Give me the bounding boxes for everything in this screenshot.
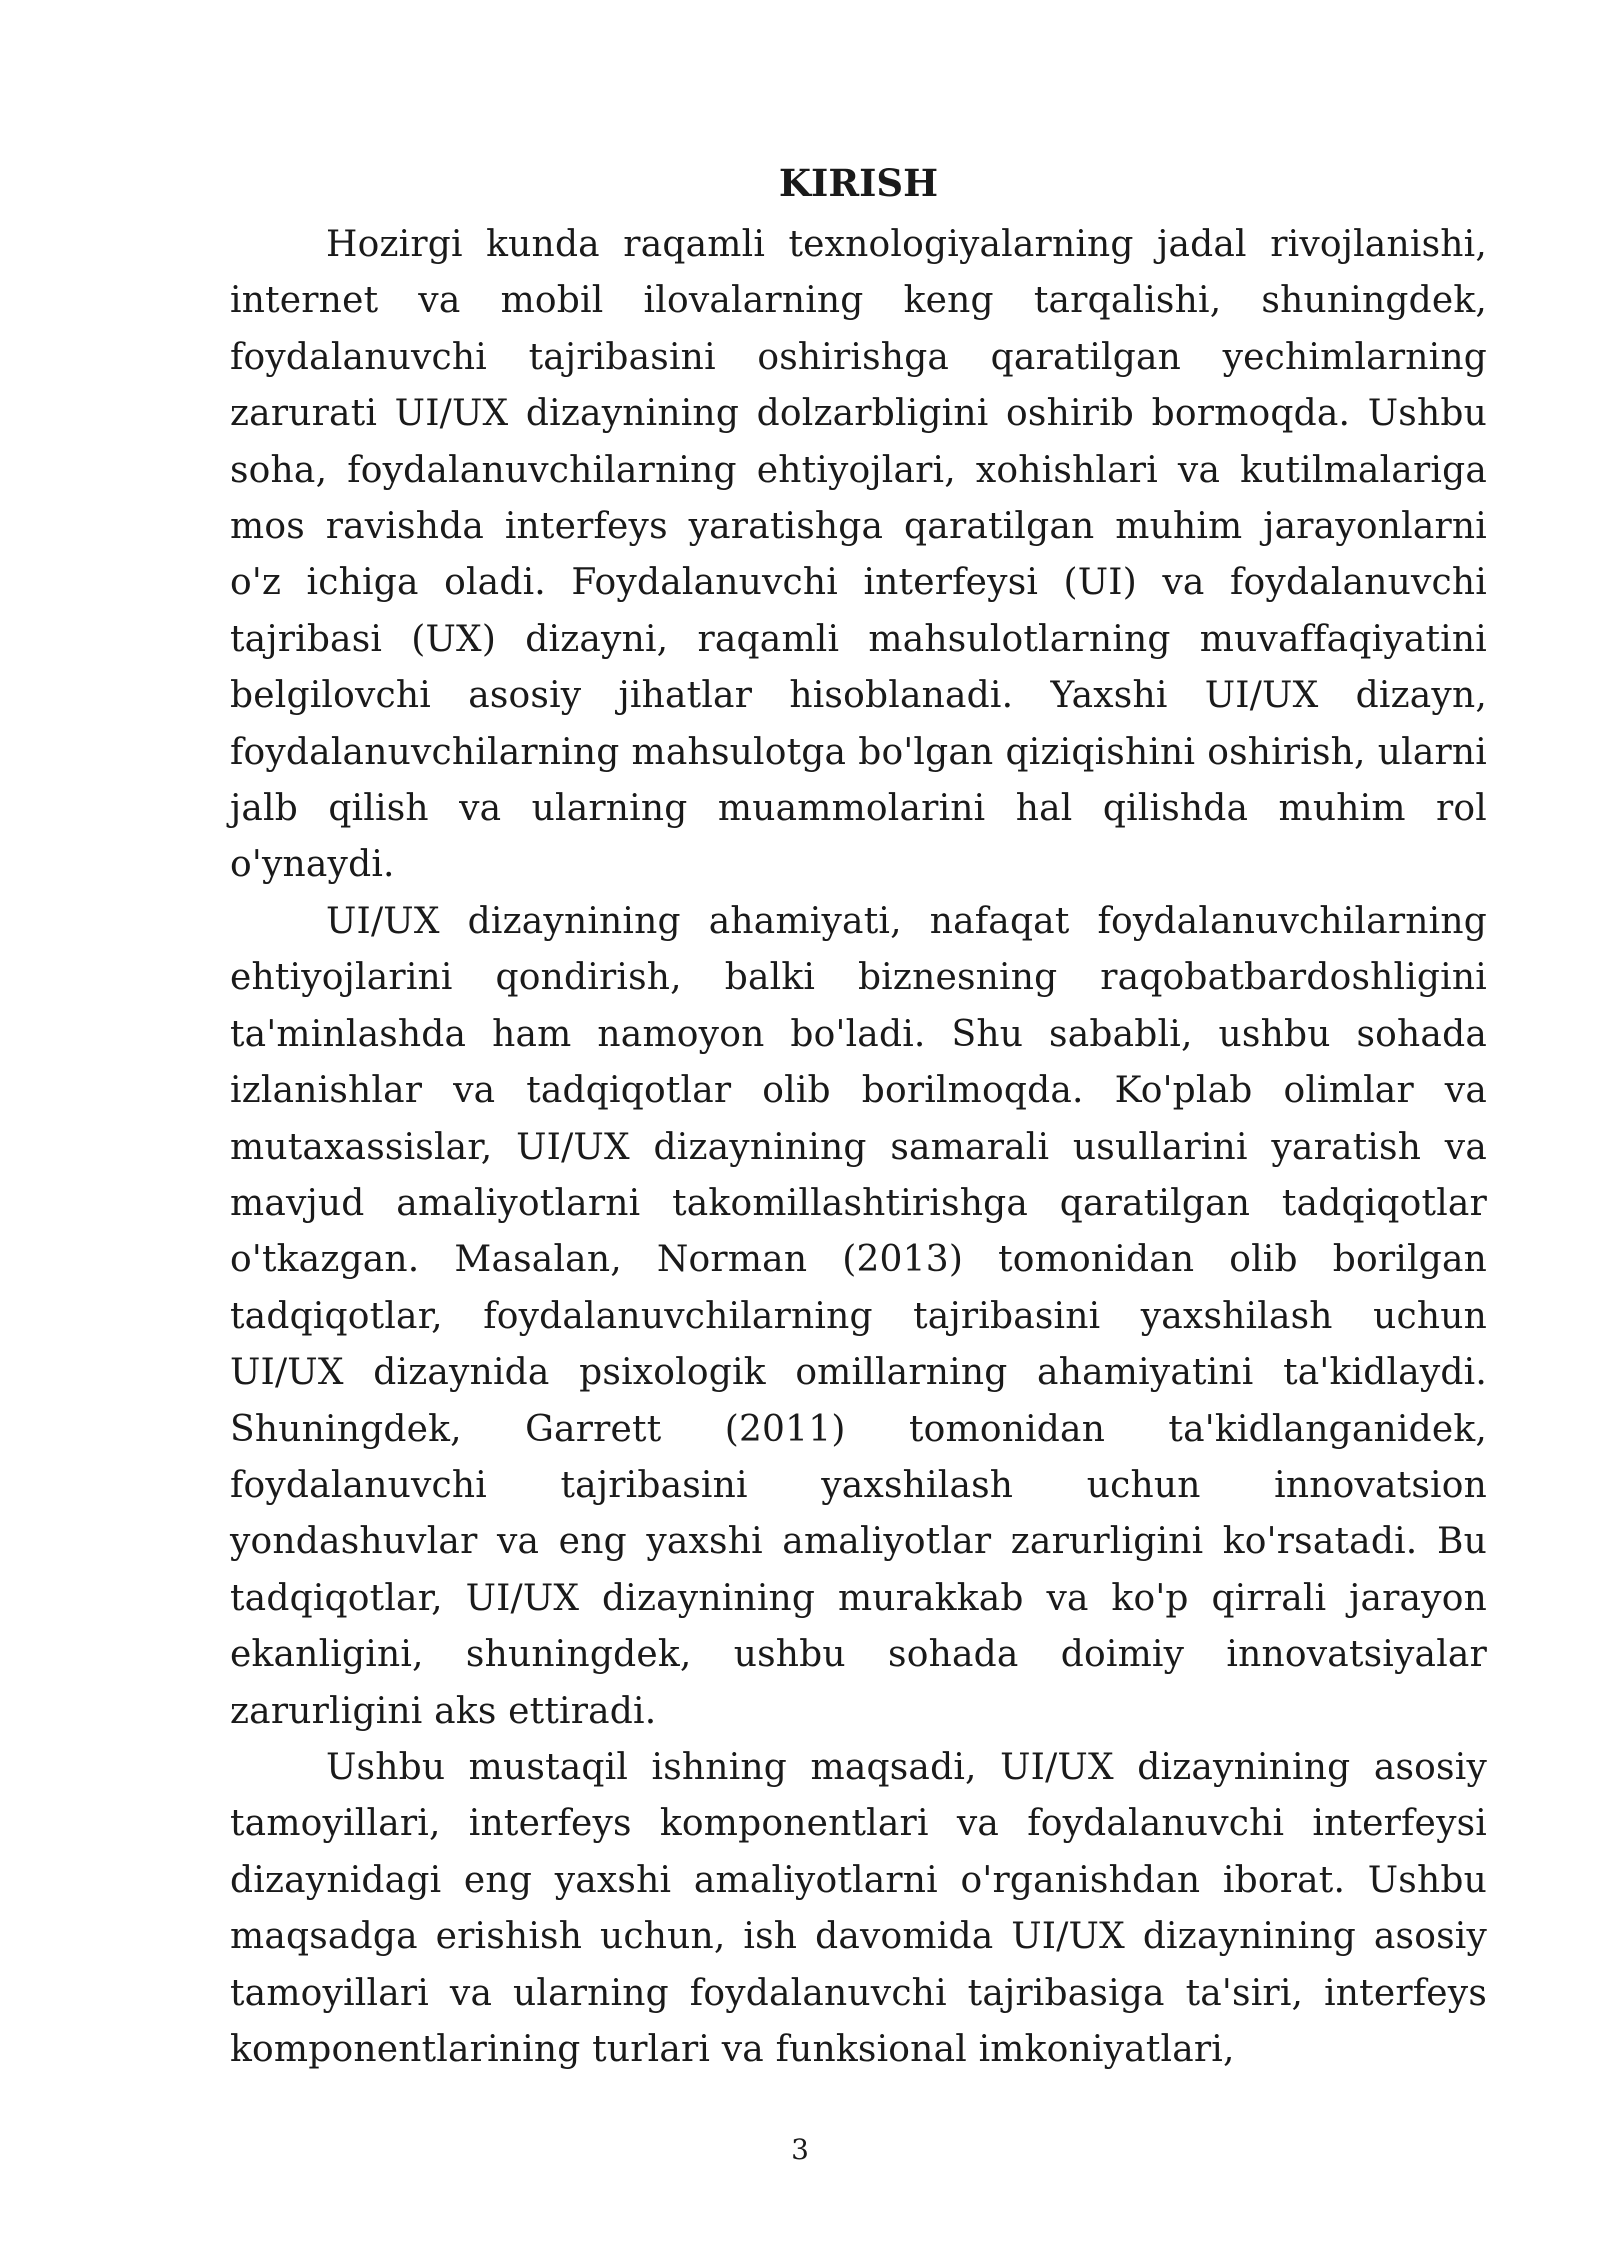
body-paragraph-2: UI/UX dizaynining ahamiyati, nafaqat foydalanuvchilarning ehtiyojlarini qondirish, balki biznesning raqobatbardoshligini ta'minlashda ham namoyon bo'ladi. Shu sababli, ushbu sohada izlanishlar va tadqiqotlar olib borilmoqda. Ko'plab olimlar va mutaxassislar, UI/UX dizaynining samarali usullarini yaratish va mavjud amaliyotlarni takomillashtirishga qaratilgan tadqiqotlar o'tkazgan. Masalan, Norman (2013) tomonidan olib borilgan tadqiqotlar, foydalanuvchilarning tajribasini yaxshilash uchun UI/UX dizaynida psixologik omillarning ahamiyatini ta'kidlaydi. Shuningdek, Garrett (2011) tomonidan ta'kidlanganidek, foydalanuvchi tajribasini yaxshilash uchun innovatsion yondashuvlar va eng yaxshi amaliyotlar zarurligini ko'rsatadi. Bu tadqiqotlar, UI/UX dizaynining murakkab va ko'p qirrali jarayon ekanligini, shuningdek, ushbu sohada doimiy innovatsiyalar zarurligini aks ettiradi. (230, 900, 1487, 1732)
section-title: KIRISH (778, 161, 939, 205)
page-number: 3 (791, 2133, 809, 2166)
body-paragraph-1: Hozirgi kunda raqamli texnologiyalarning jadal rivojlanishi, internet va mobil ilovalarning keng tarqalishi, shuningdek, foydalanuvchi tajribasini oshirishga qaratilgan yechimlarning zarurati UI/UX dizaynining dolzarbligini oshirib bormoqda. Ushbu soha, foydalanuvchilarning ehtiyojlari, xohishlari va kutilmalariga mos ravishda interfeys yaratishga qaratilgan muhim jarayonlarni o'z ichiga oladi. Foydalanuvchi interfeysi (UI) va foydalanuvchi tajribasi (UX) dizayni, raqamli mahsulotlarning muvaffaqiyatini belgilovchi asosiy jihatlar hisoblanadi. Yaxshi UI/UX dizayn, foydalanuvchilarning mahsulotga bo'lgan qiziqishini oshirish, ularni jalb qilish va ularning muammolarini hal qilishda muhim rol o'ynaydi. (230, 224, 1487, 886)
body-paragraph-3: Ushbu mustaqil ishning maqsadi, UI/UX dizaynining asosiy tamoyillari, interfeys komponentlari va foydalanuvchi interfeysi dizaynidagi eng yaxshi amaliyotlarni o'rganishdan iborat. Ushbu maqsadga erishish uchun, ish davomida UI/UX dizaynining asosiy tamoyillari va ularning foydalanuvchi tajribasiga ta'siri, interfeys komponentlarining turlari va funksional imkoniyatlari, (230, 1746, 1487, 2070)
document-page (230, 160, 1487, 2078)
